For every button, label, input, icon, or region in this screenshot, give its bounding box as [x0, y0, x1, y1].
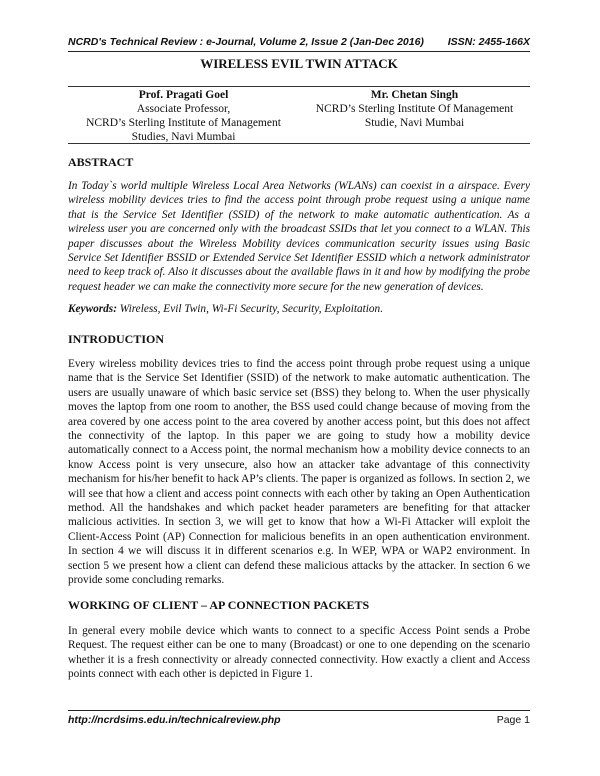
author-block-1: [68, 88, 299, 144]
page-number: Page 1: [496, 714, 530, 726]
working-heading: WORKING OF CLIENT – AP CONNECTION PACKETS: [68, 598, 370, 612]
abstract-text: In Today`s world multiple Wireless Local Area Networks (WLANs) can coexist in a airspace. Every wireless mobility devices tries to find the access point through probe request using a unique name that is the Service Set Identifier (SSID) of the network to make automatic authentication. As a wireless user you are concerned only with the broadcast SSIDs that let you connect to a WLAN. This paper discusses about the Wireless Mobility devices communication security issues using Basic Service Set Identifier BSSID or Extended Service Set Identifier ESSID which a network administrator need to keep track of. Also it discusses about the available flaws in it and how by modifying the probe request header we can make the connectivity more secure for the new generation of devices.: [68, 180, 530, 293]
keywords-list: Wireless, Evil Twin, Wi-Fi Security, Security, Exploitation.: [119, 303, 384, 315]
author-name: Prof. Pragati Goel: [138, 89, 229, 101]
introduction-text: Every wireless mobility devices tries to find the access point through probe request using a unique name that is the Service Set Identifier (SSID) of the network to make automatic authentication. The users are usually unaware of which basic service set (BSS) they belong to. When the user physically moves the laptop from one room to another, the BSS used could change because of moving from the area covered by one access point to the area covered by another access point, but this does not affect the connectivity of the laptop. In this paper we are going to study how a mobility device automatically connect to a Access point, the normal mechanism how a mobility device connects to an know Access point is very unsecure, also how an attacker take advantage of this connectivity mechanism for his/her benefit to hack AP’s clients. The paper is organized as follows. In section 2, we will see that how a client and access point connects with each other by taking an Open Authentication method. All the handshakes and which packet header parameters are benefiting for that attacker malicious activities. In section 3, we will get to know that how a Wi-Fi Attacker will exploit the Client-Access Point (AP) Connection for malicious benefits in an open authentication environment. In section 4 we will discuss it in different scenarios e.g. In WEP, WPA or WAP2 environment. In section 5 we present how a client can defend these malicious attacks by the attacker. In section 6 we provide some concluding remarks.: [68, 358, 531, 587]
footer-divider: [68, 710, 530, 711]
keywords-line: [68, 302, 530, 316]
author-affiliation-line: NCRD’s Sterling Institute of Management: [86, 117, 281, 129]
introduction-heading: INTRODUCTION: [68, 332, 165, 346]
authors-bottom-divider: [68, 143, 530, 144]
journal-citation: NCRD's Technical Review : e-Journal, Volume 2, Issue 2 (Jan-Dec 2016): [68, 36, 424, 48]
author-block-2: [299, 88, 530, 130]
issn: ISSN: 2455-166X: [447, 36, 530, 48]
abstract-heading: ABSTRACT: [68, 155, 134, 169]
keywords-label: Keywords:: [68, 303, 117, 315]
author-affiliation-line: Studie, Navi Mumbai: [364, 117, 465, 129]
footer-url: http://ncrdsims.edu.in/technicalreview.php: [68, 714, 281, 726]
author-affiliation-line: Studies, Navi Mumbai: [131, 131, 236, 143]
header-divider: [68, 51, 530, 52]
author-affiliation-line: Associate Professor,: [136, 103, 231, 115]
paper-title: WIRELESS EVIL TWIN ATTACK: [200, 56, 398, 71]
author-name: Mr. Chetan Singh: [370, 89, 459, 101]
working-text: In general every mobile device which wants to connect to a specific Access Point sends a Probe Request. The request either can be one to many (Broadcast) or one to one depending on the scenario whether it is a fresh connectivity or already connected connectivity. How exactly a client and Access points connect with each other is depicted in Figure 1.: [68, 625, 530, 681]
author-affiliation-line: NCRD’s Sterling Institute Of Management: [315, 103, 514, 115]
authors-top-divider: [68, 86, 530, 87]
